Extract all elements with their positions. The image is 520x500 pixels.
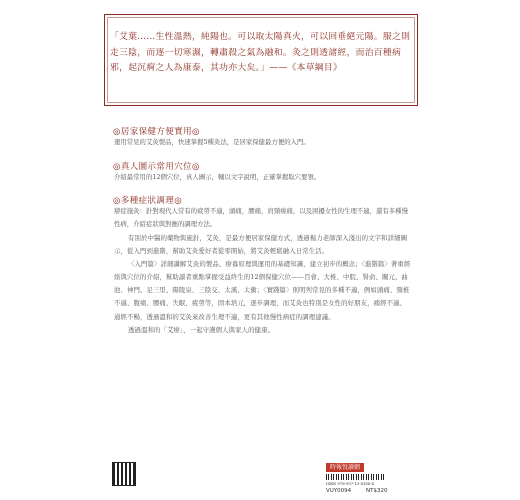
section-body-2: 介紹最常用的12個穴位，真人圖示，輔以文字說明，正確掌握取穴要領。 bbox=[114, 173, 321, 181]
qr-code-icon bbox=[112, 462, 136, 486]
description-paragraph-1: 有別於中醫的藥物與施針，艾灸，是最方便居家保健方式，透過楊力老師深入淺出的文字和詳細圖示，從入門到進階，幫助艾灸愛好者從零開始，將艾灸輕鬆融入日常生活。 bbox=[114, 234, 408, 256]
isbn: ISBN 978-957-13-8166-4 bbox=[326, 481, 374, 486]
description bbox=[114, 232, 412, 337]
quote-text: 「艾葉……生性溫熱，純陽也。可以取太陽真火，可以回垂絕元陽。服之則走三陰，而逐一切寒濕，轉肅殺之氣為融和。灸之則透諸經，而治百種病邪，起沉痾之人為康泰，其功亦大矣。」——《本草綱目》 bbox=[110, 32, 411, 73]
description-paragraph-3: 透過溫和的「艾療」，一起守護個人與家人的健康。 bbox=[128, 325, 275, 334]
barcode-icon bbox=[326, 474, 386, 480]
section-body-1: 運用常見的艾灸製品，快速掌握5種灸法，是居家保健最方便的入門。 bbox=[114, 138, 310, 146]
section-title-1: ◎居家保健方便實用◎ bbox=[113, 127, 200, 137]
book-code: VUY0094 bbox=[326, 488, 352, 494]
section-body-3: 辯症施灸：針對現代人常有的疲勞不適，頭痛，腰痛，肩頸痠痛，以及困擾女性的生理不適，還有多種慢性病，介紹症狀與對應的調理方法。 bbox=[114, 207, 408, 228]
publisher-logo: 時報悅讀網 bbox=[326, 463, 364, 472]
description-paragraph-2: 〈入門篇〉詳細講解艾灸的製品、療養原理與運用的基礎知識，建立初步的概念；〈進階篇〉著重經絡與穴位的介紹，幫助讀者重點掌握受益終生的12個保健穴位——百會、大椎、中脘、腎俞、關元、曲池、神門、足三里、陽陵泉、三陰交、太溪、太衝；〈實踐篇〉則明列常見的多種不適，例如頭痛、頸椎不適、腹痛、腰痛、失眠、疲勞等，固本培元，逐步調理，而艾灸也特別是女性的好朋友，痛經不適、通經不暢，透過溫和的艾灸來改善生理不適，更有其他慢性病症的調理建議。 bbox=[114, 260, 411, 321]
section-title-2: ◎真人圖示常用穴位◎ bbox=[113, 162, 200, 172]
price: NT$320 bbox=[366, 488, 388, 494]
section-title-3: ◎多種症狀調理◎ bbox=[113, 196, 183, 206]
